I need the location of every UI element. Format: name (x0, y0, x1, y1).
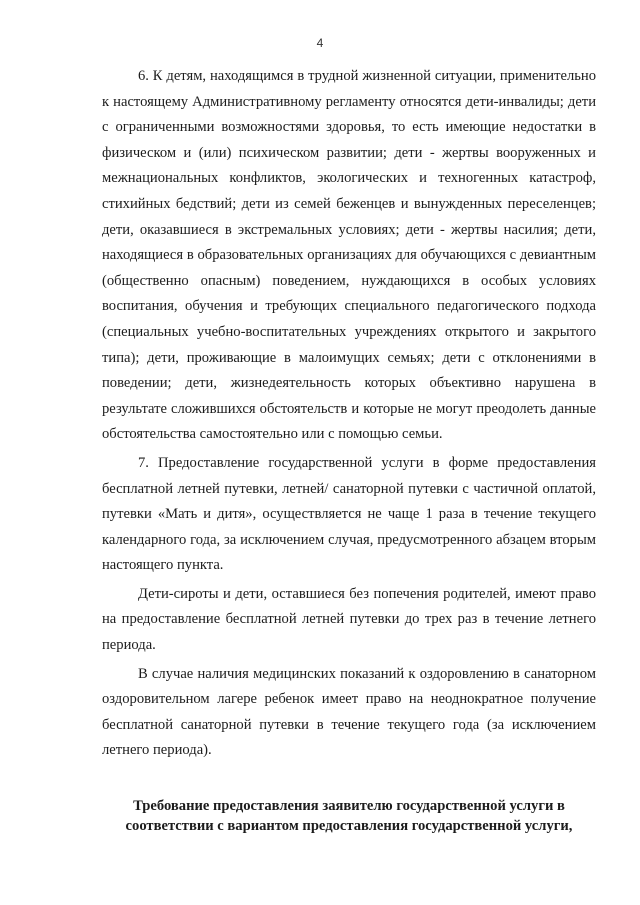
paragraph-orphans: Дети-сироты и дети, оставшиеся без попечения родителей, имеют право на предоставление бесплатной летней путевки до трех раз в течение летнего периода. (102, 585, 596, 654)
document-body (102, 64, 596, 764)
paragraph-7: 7. Предоставление государственной услуги в форме предоставления бесплатной летней путевки, летней/ санаторной путевки с частичной оплатой, путевки «Мать и дитя», осуществляется не чаще 1 раза в течение текущего календарного года, за исключением случая, предусмотренного абзацем вторым настоящего пункта. (102, 454, 596, 574)
page-number: 4 (316, 36, 324, 50)
paragraph-medical: В случае наличия медицинских показаний к оздоровлению в санаторном оздоровительном лагере ребенок имеет право на неоднократное получение бесплатной санаторной путевки в течение текущего года (за исключением летнего периода). (102, 665, 596, 759)
section-heading: Требование предоставления заявителю государственной услуги в соответствии с вариантом предоставления государственной услуги, (125, 798, 573, 834)
paragraph-6: 6. К детям, находящимся в трудной жизненной ситуации, применительно к настоящему Административному регламенту относятся дети-инвалиды; дети с ограниченными возможностями здоровья, то есть имеющие недостатки в физическом и (или) психическом развитии; дети - жертвы вооруженных и межнациональных конфликтов, экологических и техногенных катастроф, стихийных бедствий; дети из семей беженцев и вынужденных переселенцев; дети, оказавшиеся в экстремальных условиях; дети - жертвы насилия; дети, находящиеся в образовательных организациях для обучающихся с девиантным (общественно опасным) поведением, нуждающихся в особых условиях воспитания, обучения и требующих специального педагогического подхода (специальных учебно-воспитательных учреждениях открытого и закрытого типа); дети, проживающие в малоимущих семьях; дети с отклонениями в поведении; дети, жизнедеятельность которых объективно нарушена в результате сложившихся обстоятельств и которые не могут преодолеть данные обстоятельства самостоятельно или с помощью семьи. (102, 68, 596, 443)
